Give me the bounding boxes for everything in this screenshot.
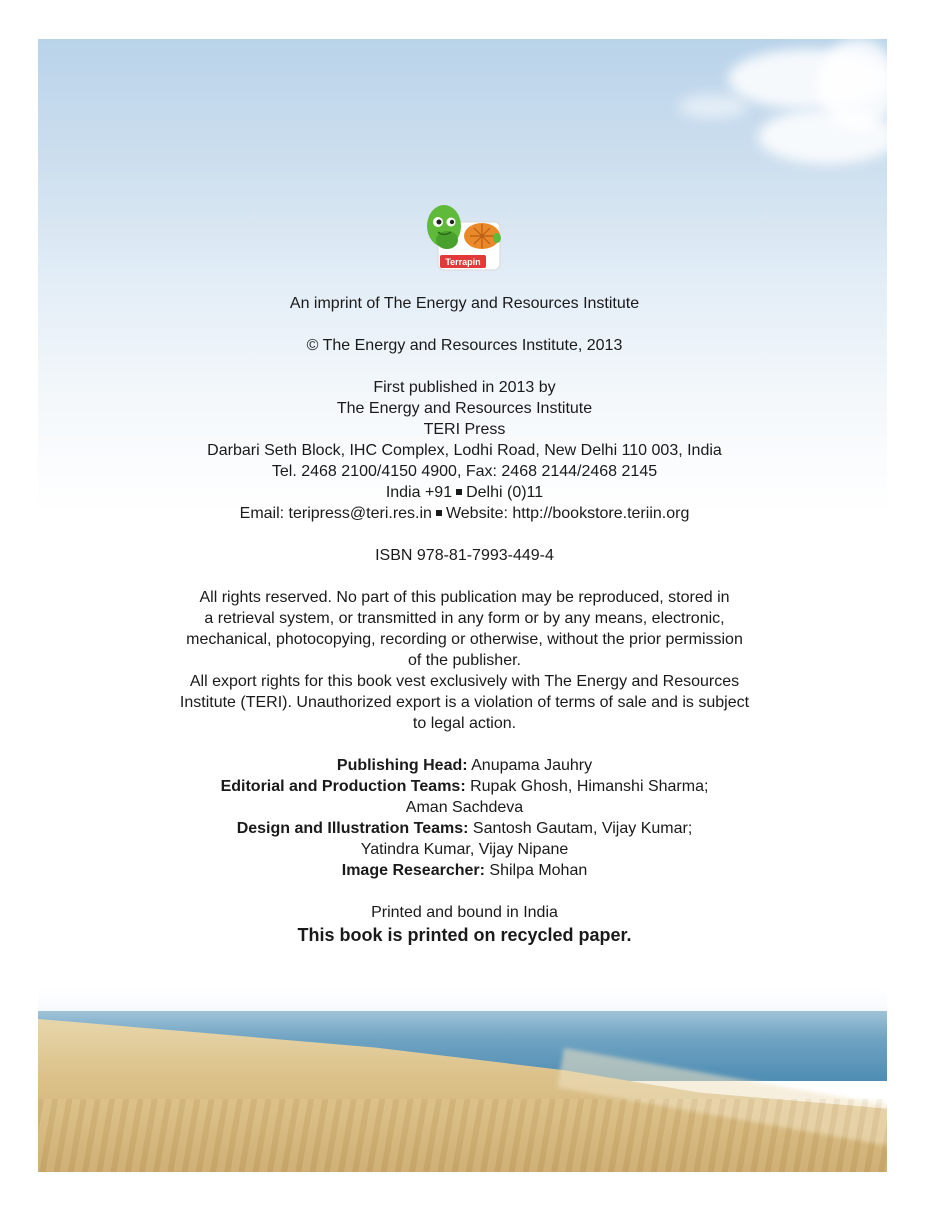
credit-label: Publishing Head: bbox=[336, 757, 468, 774]
credit-label: Design and Illustration Teams: bbox=[236, 820, 469, 837]
publisher-name: The Energy and Resources Institute bbox=[336, 400, 593, 417]
terrapin-logo bbox=[424, 200, 504, 272]
imprint-line: An imprint of The Energy and Resources Institute bbox=[289, 295, 640, 312]
rights-line: a retrieval system, or transmitted in any form or by any means, electronic, bbox=[204, 610, 725, 627]
india-code: India +91 bbox=[385, 484, 453, 501]
logo-text: Terrapin bbox=[445, 257, 481, 267]
imprint-page-content bbox=[0, 293, 929, 947]
rights-line: of the publisher. bbox=[408, 652, 521, 669]
dial-codes-line bbox=[0, 482, 929, 503]
credit-value: Anupama Jauhry bbox=[471, 757, 593, 774]
isbn-line: ISBN 978-81-7993-449-4 bbox=[375, 547, 554, 564]
copyright-line: © The Energy and Resources Institute, 2013 bbox=[306, 337, 623, 354]
credit-label: Editorial and Production Teams: bbox=[220, 778, 466, 795]
rights-line: to legal action. bbox=[412, 715, 517, 732]
contact-line bbox=[0, 503, 929, 524]
rights-line: All export rights for this book vest exclusively with The Energy and Resources bbox=[189, 673, 740, 690]
email-text: Email: teripress@teri.res.in bbox=[239, 505, 432, 522]
design-line-2: Yatindra Kumar, Vijay Nipane bbox=[360, 841, 569, 858]
delhi-code: Delhi (0)11 bbox=[466, 484, 544, 501]
credit-label: Image Researcher: bbox=[341, 862, 485, 879]
recycled-paper-note: This book is printed on recycled paper. bbox=[297, 925, 632, 945]
phone-fax-line: Tel. 2468 2100/4150 4900, Fax: 2468 2144/2468 2145 bbox=[271, 463, 658, 480]
editorial-line-2: Aman Sachdeva bbox=[405, 799, 524, 816]
credit-value: Shilpa Mohan bbox=[489, 862, 588, 879]
cloud bbox=[678, 94, 748, 119]
publishing-head-line bbox=[0, 755, 929, 776]
rights-line: All rights reserved. No part of this publication may be reproduced, stored in bbox=[199, 589, 730, 606]
editorial-line bbox=[0, 776, 929, 797]
first-published-line: First published in 2013 by bbox=[373, 379, 556, 396]
address-line: Darbari Seth Block, IHC Complex, Lodhi Road, New Delhi 110 003, India bbox=[207, 442, 722, 459]
printed-line: Printed and bound in India bbox=[371, 904, 558, 921]
bullet-icon bbox=[456, 489, 462, 495]
website-text: Website: http://bookstore.teriin.org bbox=[445, 505, 690, 522]
rights-line: mechanical, photocopying, recording or otherwise, without the prior permission bbox=[186, 631, 743, 648]
credit-value: Santosh Gautam, Vijay Kumar; bbox=[472, 820, 693, 837]
rights-line: Institute (TERI). Unauthorized export is a violation of terms of sale and is subject bbox=[179, 694, 750, 711]
bullet-icon bbox=[436, 510, 442, 516]
design-line bbox=[0, 818, 929, 839]
image-researcher-line bbox=[0, 860, 929, 881]
credit-value: Rupak Ghosh, Himanshi Sharma; bbox=[470, 778, 709, 795]
press-name: TERI Press bbox=[423, 421, 506, 438]
sand-texture bbox=[38, 1099, 887, 1172]
